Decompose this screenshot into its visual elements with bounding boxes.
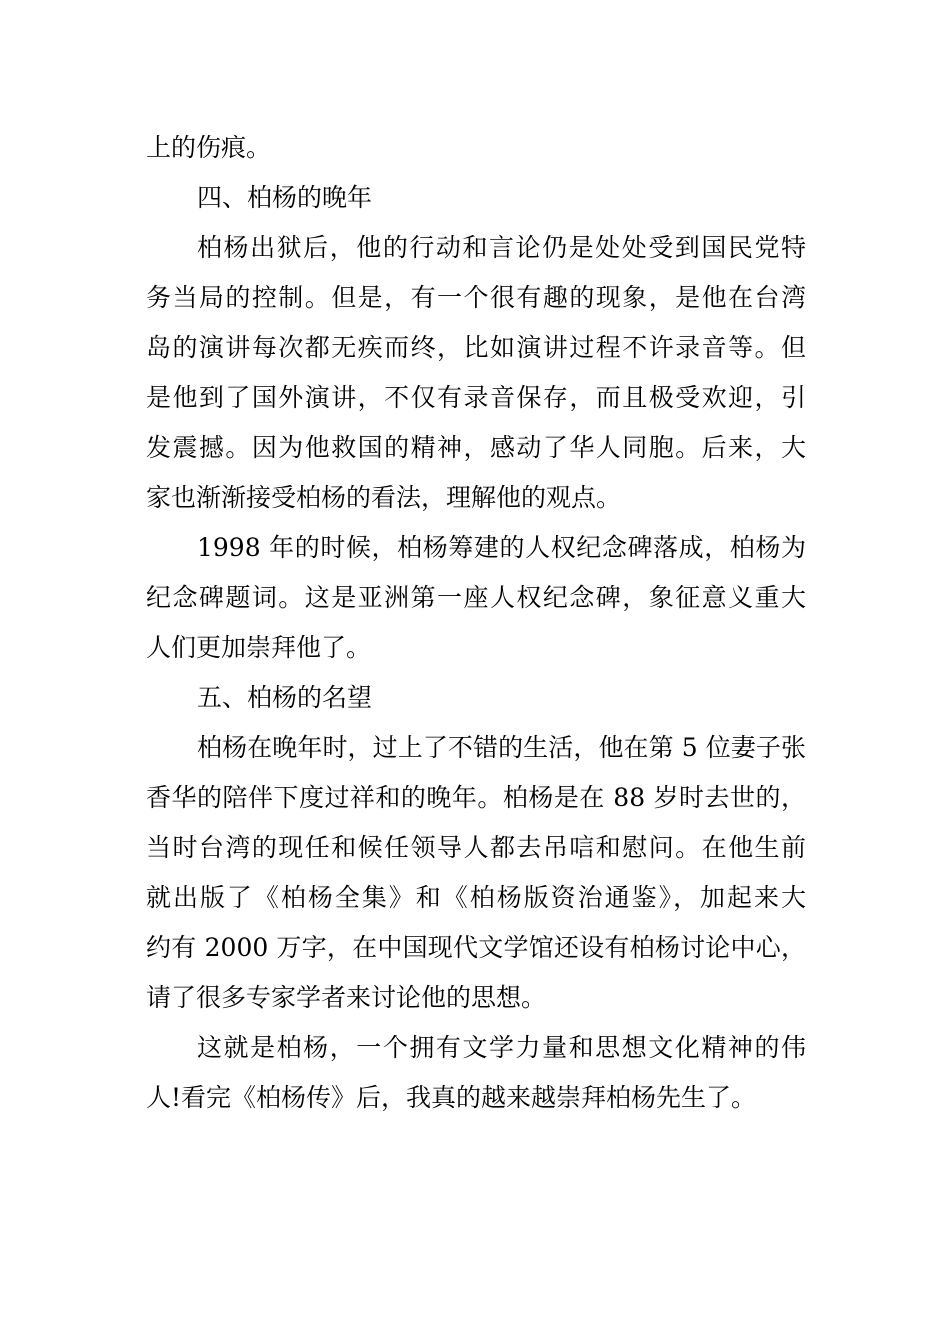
text-line: 当时台湾的现任和候任领导人都去吊唁和慰问。在他生前 — [146, 833, 806, 862]
text-line: 这就是柏杨，一个拥有文学力量和思想文化精神的伟 — [197, 1033, 806, 1062]
text-line: 就出版了《柏杨全集》和《柏杨版资治通鉴》，加起来大 — [146, 883, 806, 912]
text-line: 发震撼。因为他救国的精神，感动了华人同胞。后来，大 — [146, 433, 806, 462]
text-line: 家也渐渐接受柏杨的看法，理解他的观点。 — [146, 483, 622, 512]
text-line: 上的伤痕。 — [146, 133, 272, 162]
section-heading: 五、柏杨的名望 — [197, 683, 373, 712]
text-line: 1998 年的时候，柏杨筹建的人权纪念碑落成，柏杨为 — [197, 533, 806, 562]
section-heading: 四、柏杨的晚年 — [197, 183, 373, 212]
text-line: 约有 2000 万字，在中国现代文学馆还设有柏杨讨论中心， — [146, 933, 806, 962]
text-line: 是他到了国外演讲，不仅有录音保存，而且极受欢迎，引 — [146, 383, 806, 412]
text-line: 纪念碑题词。这是亚洲第一座人权纪念碑，象征意义重大 — [146, 583, 806, 612]
text-line: 岛的演讲每次都无疾而终，比如演讲过程不许录音等。但 — [146, 333, 806, 362]
text-line: 人们更加崇拜他了。 — [146, 633, 372, 662]
text-line: 香华的陪伴下度过祥和的晚年。柏杨是在 88 岁时去世的， — [146, 783, 806, 812]
text-line: 人!看完《柏杨传》后，我真的越来越崇拜柏杨先生了。 — [146, 1083, 757, 1112]
text-line: 柏杨出狱后，他的行动和言论仍是处处受到国民党特 — [197, 233, 806, 262]
text-line: 务当局的控制。但是，有一个很有趣的现象，是他在台湾 — [146, 283, 806, 312]
text-line: 柏杨在晚年时，过上了不错的生活，他在第 5 位妻子张 — [197, 733, 806, 762]
text-line: 请了很多专家学者来讨论他的思想。 — [146, 983, 547, 1012]
